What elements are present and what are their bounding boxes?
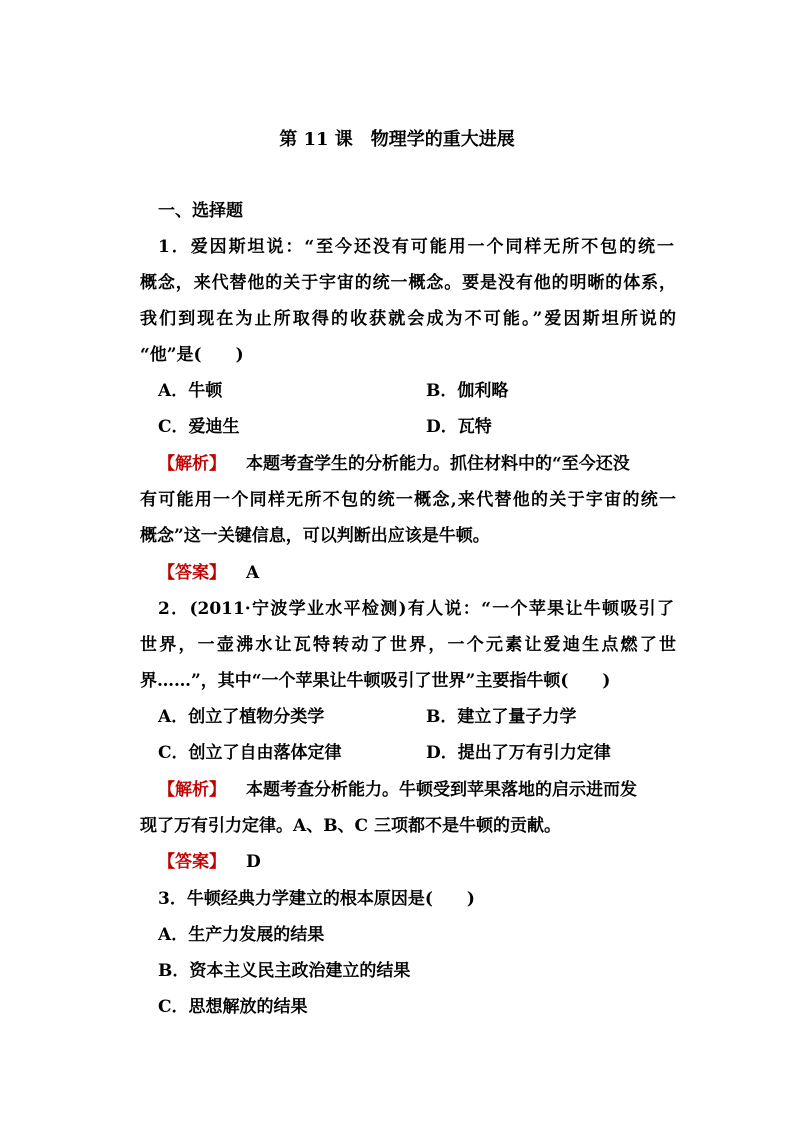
- q2-option-a: A．创立了植物分类学: [158, 707, 325, 727]
- q2-analysis-line1: [158, 778, 637, 802]
- q2-options-row2: [158, 741, 678, 765]
- q1-analysis-line2: 有可能用一个同样无所不包的统一概念,来代替他的关于宇宙的统一: [140, 490, 676, 510]
- q2-stem-line1: 2．(2011·宁波学业水平检测)有人说：“一个苹果让牛顿吸引了: [158, 599, 674, 619]
- q1-stem-line1: 1．爱因斯坦说：“至今还没有可能用一个同样无所不包的统一: [158, 237, 674, 257]
- q2-options-row1: [158, 705, 678, 729]
- answer-tag: 【答案】: [158, 563, 226, 583]
- q1-analysis-text1: 本题考查学生的分析能力。抓住材料中的“至今还没: [246, 454, 630, 474]
- section-heading: 一、选择题: [158, 201, 243, 221]
- analysis-tag: 【解析】: [158, 454, 226, 474]
- q1-stem-line3: 我们到现在为止所取得的收获就会成为不可能。”爱因斯坦所说的: [140, 309, 676, 329]
- q1-option-a: A．牛顿: [158, 381, 223, 401]
- q1-analysis-line1: [158, 452, 630, 476]
- q2-stem-line2: 世界，一壶沸水让瓦特转动了世界，一个元素让爱迪生点燃了世: [140, 635, 676, 655]
- q2-answer-line: [158, 850, 261, 874]
- q1-option-c: C．爱迪生: [158, 417, 240, 437]
- q3-option-b: B．资本主义民主政治建立的结果: [158, 961, 411, 981]
- q2-stem-line3: 界……”，其中“一个苹果让牛顿吸引了世界”主要指牛顿( ): [140, 671, 611, 691]
- q1-option-d: D．瓦特: [426, 417, 492, 437]
- q1-stem-line2: 概念，来代替他的关于宇宙的统一概念。要是没有他的明晰的体系，: [140, 273, 676, 293]
- q1-option-b: B．伽利略: [426, 381, 509, 401]
- q2-option-b: B．建立了量子力学: [426, 707, 577, 727]
- q1-answer: A: [246, 563, 260, 583]
- q2-option-d: D．提出了万有引力定律: [426, 743, 611, 763]
- q1-options-row1: [158, 379, 678, 403]
- q3-stem-line1: 3．牛顿经典力学建立的根本原因是( ): [158, 889, 475, 909]
- analysis-tag: 【解析】: [158, 780, 226, 800]
- q1-stem-line4: “他”是( ): [140, 345, 244, 365]
- q3-option-a: A．生产力发展的结果: [158, 925, 325, 945]
- q3-option-c: C．思想解放的结果: [158, 997, 308, 1017]
- q2-analysis-text1: 本题考查分析能力。牛顿受到苹果落地的启示进而发: [246, 780, 637, 800]
- answer-tag: 【答案】: [158, 852, 226, 872]
- q2-analysis-line2: 现了万有引力定律。A、B、C 三项都不是牛顿的贡献。: [140, 816, 562, 836]
- page-title: 第 11 课 物理学的重大进展: [279, 129, 515, 150]
- q2-answer: D: [246, 852, 261, 872]
- q1-options-row2: [158, 415, 678, 439]
- q2-option-c: C．创立了自由落体定律: [158, 743, 342, 763]
- q1-analysis-line3: 概念”这一关键信息，可以判断出应该是牛顿。: [140, 526, 490, 546]
- q1-answer-line: [158, 561, 259, 585]
